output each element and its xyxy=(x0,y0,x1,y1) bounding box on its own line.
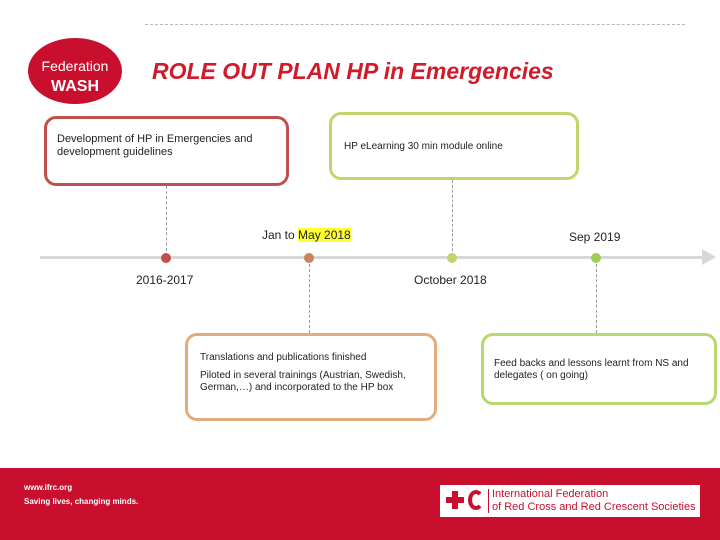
date-2016-2017: 2016-2017 xyxy=(136,273,194,287)
connector-2016 xyxy=(166,186,167,256)
red-cross-icon xyxy=(446,491,464,509)
translations-box xyxy=(185,333,437,421)
date-sep-2019: Sep 2019 xyxy=(569,230,621,244)
logo-org-line2: of Red Cross and Red Crescent Societies xyxy=(492,501,696,513)
footer-slogan: Saving lives, changing minds. xyxy=(24,497,139,506)
development-text: Development of HP in Emergencies and development guidelines xyxy=(57,133,253,158)
feedback-box xyxy=(481,333,717,405)
logo-separator xyxy=(488,489,489,513)
connector-sep2019 xyxy=(596,259,597,333)
red-crescent-icon xyxy=(468,490,484,510)
top-dashed-line xyxy=(145,24,685,25)
connector-jan-may xyxy=(309,259,310,333)
elearning-box xyxy=(329,112,579,180)
timeline-line xyxy=(40,256,705,259)
date-jan-prefix: Jan to xyxy=(262,228,299,242)
timeline-arrow-icon xyxy=(702,249,716,265)
connector-oct2018 xyxy=(452,180,453,256)
development-box xyxy=(44,116,289,186)
elearning-text: HP eLearning 30 min module online xyxy=(344,141,503,152)
federation-wash-badge xyxy=(28,38,122,104)
milestone-dot-2016 xyxy=(161,253,171,263)
ifrc-logo xyxy=(440,485,700,517)
footer-website: www.ifrc.org xyxy=(24,483,73,492)
milestone-dot-oct2018 xyxy=(447,253,457,263)
date-oct-2018: October 2018 xyxy=(414,273,487,287)
milestone-dot-jan-may xyxy=(304,253,314,263)
feedback-text: Feed backs and lessons learnt from NS and delegates ( on going) xyxy=(494,358,689,381)
logo-org-line1: International Federation xyxy=(492,488,609,500)
milestone-dot-sep2019 xyxy=(591,253,601,263)
badge-line1: Federation xyxy=(41,58,109,74)
translations-text: Translations and publications finished xyxy=(200,352,367,363)
badge-line2: WASH xyxy=(51,78,99,95)
date-jan-may-2018 xyxy=(262,228,351,242)
piloted-text: Piloted in several trainings (Austrian, Swedish, German,…) and incorporated to the HP box xyxy=(200,370,406,393)
date-may-highlight: May 2018 xyxy=(298,228,351,242)
page-title: ROLE OUT PLAN HP in Emergencies xyxy=(152,58,554,84)
